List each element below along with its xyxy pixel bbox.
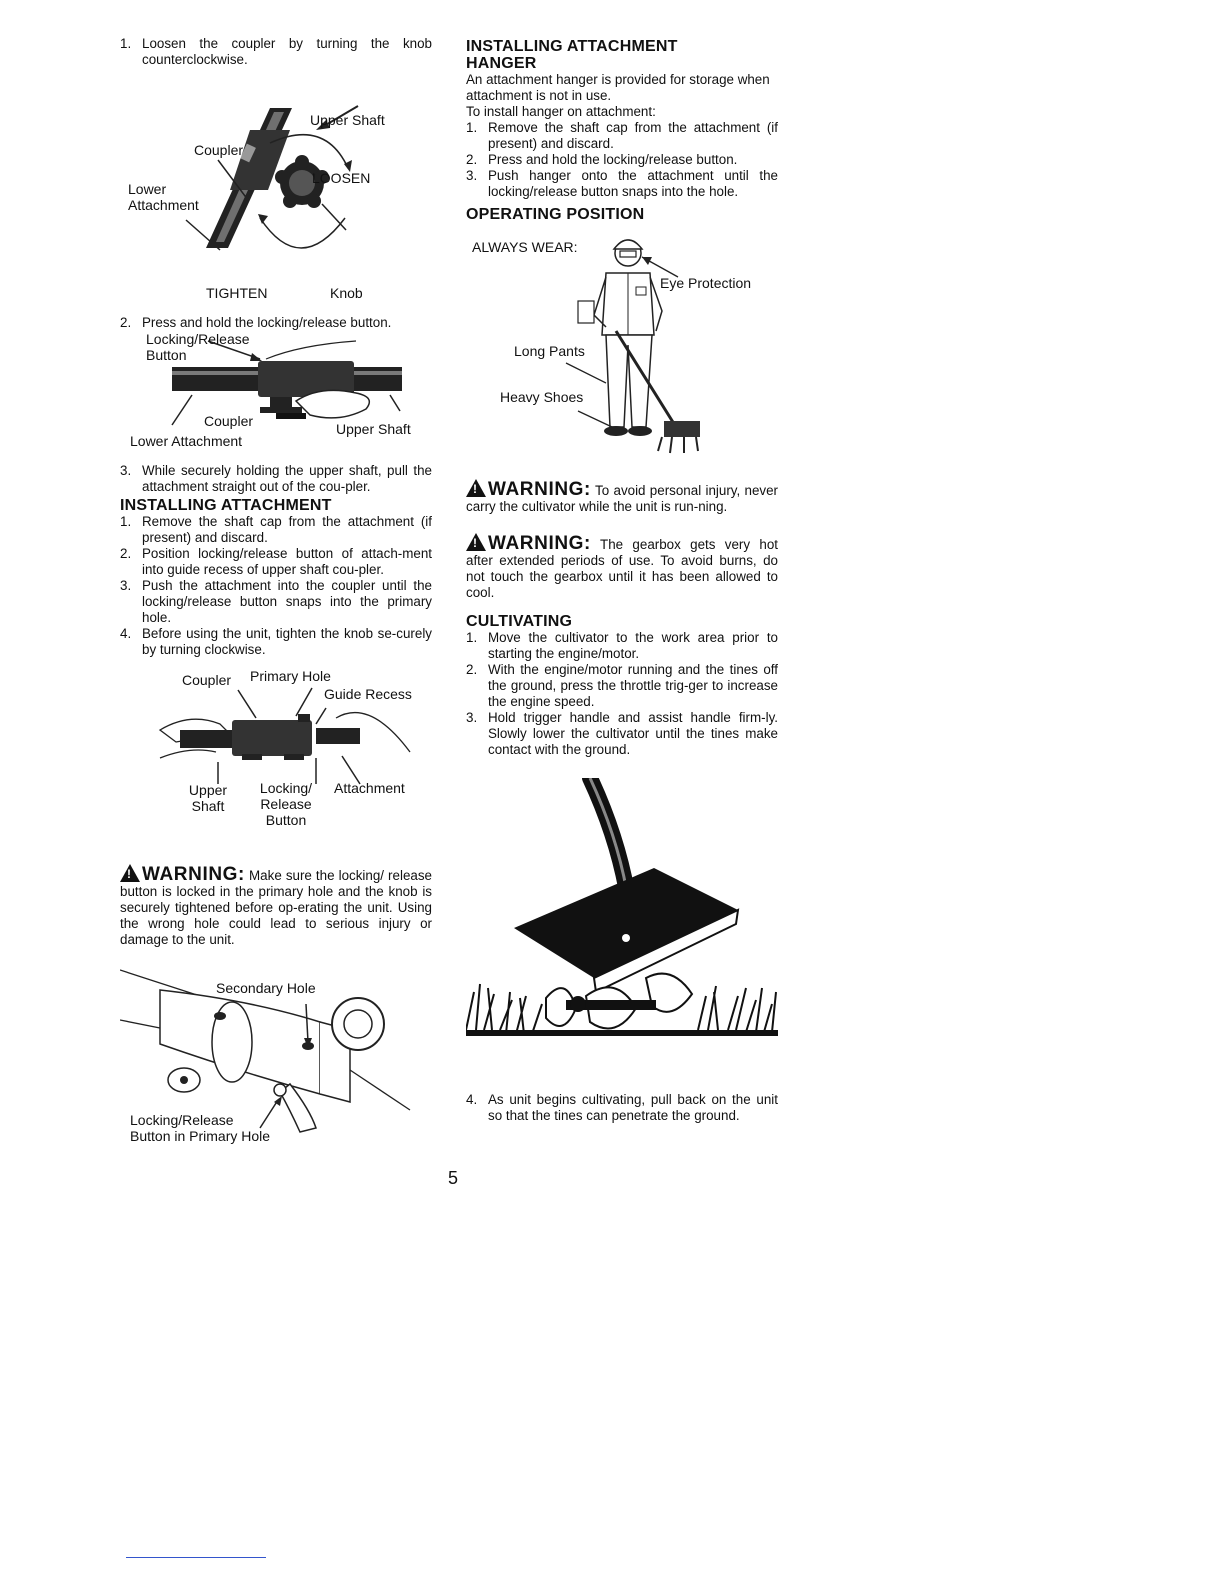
footer-rule — [126, 1557, 266, 1558]
remove-step-2: 2. Press and hold the locking/release button. — [120, 315, 392, 330]
operating-position-heading: OPERATING POSITION — [466, 206, 645, 223]
hanger-install-lead: To install hanger on attachment: — [466, 104, 656, 119]
cultivating-heading: CULTIVATING — [466, 613, 573, 630]
coupler-loosen-figure — [120, 68, 432, 301]
right-column — [466, 36, 778, 1124]
operating-position-figure — [466, 231, 778, 467]
label-secondary-hole: Secondary Hole — [216, 980, 316, 996]
label-lower: Lower — [128, 181, 167, 197]
label-heavy-shoes: Heavy Shoes — [500, 389, 584, 405]
label-tighten: TIGHTEN — [206, 285, 268, 301]
install-step-2: 2. Position locking/release button of attach-ment into guide recess of upper shaft cou-pler. — [120, 546, 432, 577]
label-long-pants: Long Pants — [514, 343, 585, 359]
install-step-3: 3. Push the attachment into the coupler until the locking/release button snaps into the primary hole. — [120, 578, 432, 625]
label-attachment-3: Attachment — [334, 780, 405, 796]
page-number: 5 — [448, 1168, 459, 1188]
install-steps-list — [120, 514, 432, 658]
hanger-steps-list — [466, 120, 778, 200]
label-primary-hole: Primary Hole — [250, 668, 331, 684]
install-step-1: 1. Remove the shaft cap from the attachment (if present) and discard. — [120, 514, 432, 545]
label-coupler: Coupler — [194, 142, 244, 158]
hanger-step-2: 2. Press and hold the locking/release button. — [466, 152, 738, 167]
label-upper-shaft: Upper Shaft — [310, 112, 385, 128]
label-button: Button — [146, 347, 187, 363]
label-locking: Locking/ — [259, 780, 313, 796]
label-upper-shaft-2: Upper Shaft — [336, 421, 411, 437]
label-loosen: LOOSEN — [312, 170, 371, 186]
label-upper: Upper — [188, 782, 228, 798]
cultivating-step-1: 1. Move the cultivator to the work area prior to starting the engine/motor. — [466, 630, 778, 661]
label-locking-release-4: Locking/Release — [130, 1112, 234, 1128]
label-coupler-2: Coupler — [204, 413, 254, 429]
label-shaft: Shaft — [191, 798, 225, 814]
label-button-3: Button — [265, 812, 307, 828]
label-lower-attachment: Lower Attachment — [130, 433, 243, 449]
label-button-primary-hole: Button in Primary Hole — [130, 1128, 271, 1144]
coupler-loosen-illustration — [120, 68, 432, 268]
installing-attachment-heading: INSTALLING ATTACHMENT — [120, 497, 332, 514]
operator-illustration — [466, 231, 778, 467]
cultivator-illustration — [466, 778, 778, 1078]
insert-attachment-figure — [120, 668, 432, 848]
label-eye-protection: Eye Protection — [660, 275, 752, 291]
label-attachment: Attachment — [128, 197, 199, 213]
label-always-wear: ALWAYS WEAR: — [472, 239, 578, 255]
label-coupler-3: Coupler — [182, 672, 232, 688]
cultivating-step-3: 3. Hold trigger handle and assist handle firm-ly. Slowly lower the cultivator until the tines make contact with the ground. — [466, 710, 778, 757]
warning-locking-release: !WARNING: Make sure the locking/ release button is locked in the primary hole and the knob is securely tightened before op-erating the unit. Using the wrong hole could lead to serious injury or damage to the unit. — [120, 864, 432, 948]
cultivating-step-4: 4. As unit begins cultivating, pull back on the unit so that the tines can penetrate the ground. — [466, 1092, 778, 1123]
cultivating-steps-list — [466, 630, 778, 758]
install-step-4: 4. Before using the unit, tighten the knob se-curely by turning clockwise. — [120, 626, 432, 657]
cultivator-figure — [466, 778, 778, 1078]
secondary-hole-figure — [120, 960, 432, 1160]
hanger-step-1: 1. Remove the shaft cap from the attachment (if present) and discard. — [466, 120, 778, 151]
hanger-heading-line-1: INSTALLING ATTACHMENT — [466, 38, 678, 55]
warning-triangle-icon — [466, 479, 486, 497]
label-knob: Knob — [330, 285, 363, 301]
remove-step-3: 3. While securely holding the upper shaft, pull the attachment straight out of the cou-pler. — [120, 463, 432, 494]
remove-step-1: 1. Loosen the coupler by turning the knob counterclockwise. — [120, 36, 432, 67]
label-guide-recess: Guide Recess — [324, 686, 412, 702]
hanger-intro: An attachment hanger is provided for storage when attachment is not in use. — [466, 72, 770, 103]
hanger-step-3: 3. Push hanger onto the attachment until the locking/release button snaps into the hole. — [466, 168, 778, 199]
warning-triangle-icon — [466, 533, 486, 551]
hanger-heading-line-2: HANGER — [466, 55, 537, 72]
left-column — [120, 36, 432, 1160]
locking-release-figure — [120, 331, 432, 453]
cultivating-step-2: 2. With the engine/motor running and the tines off the ground, press the throttle trig-ger to increase the engine speed. — [466, 662, 778, 709]
warning-triangle-icon — [120, 864, 140, 882]
label-release: Release — [260, 796, 312, 812]
warning-gearbox-hot: !WARNING: The gearbox gets very hot after extended periods of use. To avoid burns, do not touch the gearbox until it has been allowed to cool. — [466, 533, 778, 601]
warning-carry-cultivator: !WARNING: To avoid personal injury, never carry the cultivator while the unit is run-ning. — [466, 479, 778, 515]
label-locking-release: Locking/Release — [146, 331, 250, 347]
